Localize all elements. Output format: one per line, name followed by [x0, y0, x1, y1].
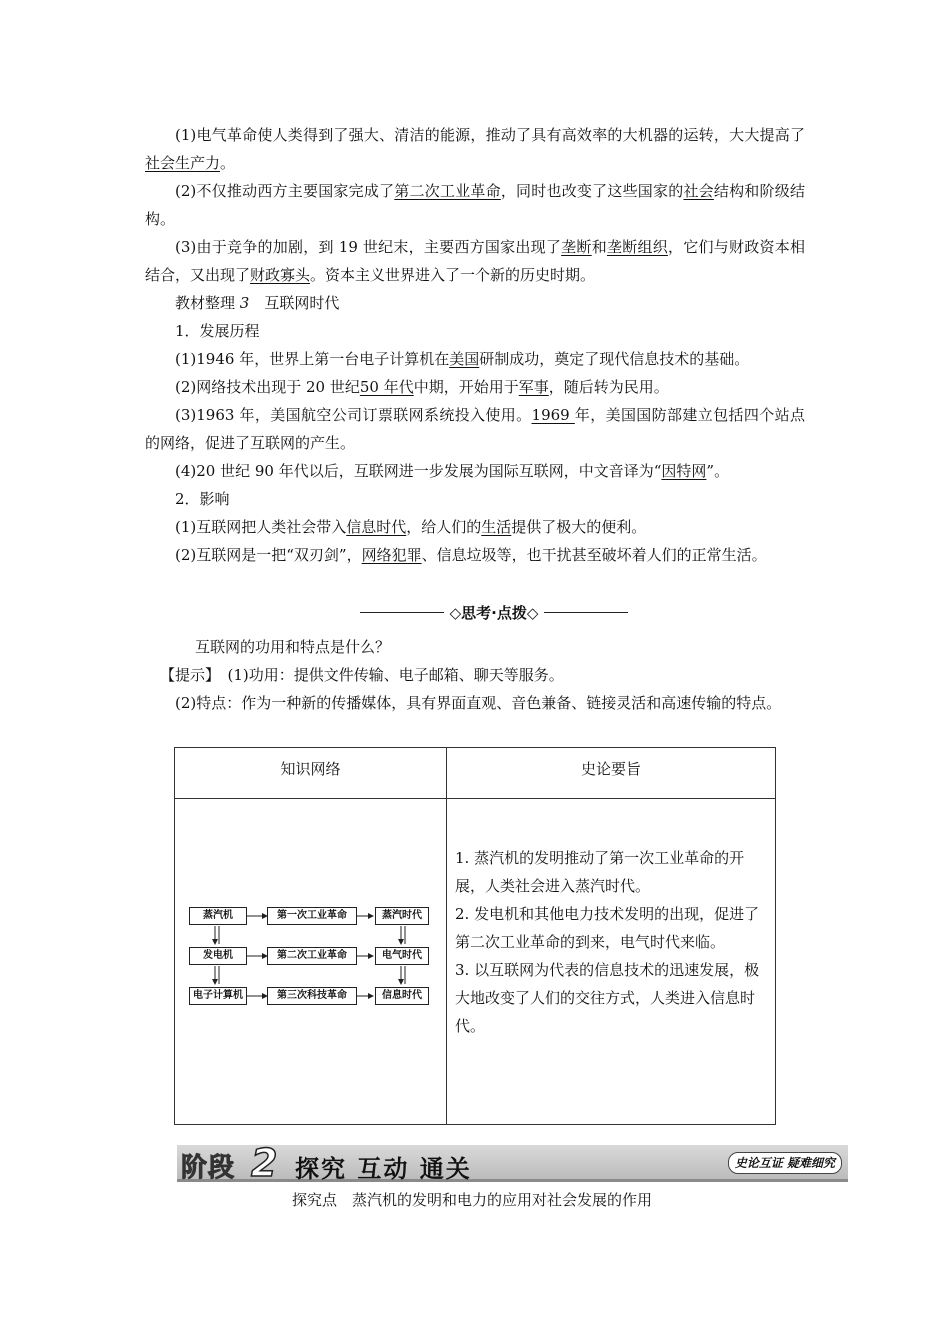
stage-banner	[177, 1141, 848, 1185]
impact-heading: 2．影响	[175, 490, 230, 508]
underlined-answer: 1969	[531, 406, 575, 424]
electric-paragraph-1	[145, 121, 805, 177]
underlined-answer: 军事	[518, 378, 549, 396]
underlined-answer: 垄断组织	[606, 238, 668, 256]
diagram-box-era: 蒸汽时代	[375, 907, 429, 925]
think-hint-2: (2)特点：作为一种新的传播媒体，具有界面直观、音色兼备、链接灵活和高速传输的特点。	[175, 694, 782, 712]
development-paragraph-2	[175, 373, 669, 401]
development-paragraph-3	[145, 401, 805, 457]
text: ，随后转为民用。	[548, 378, 669, 396]
text: 年，美国国防部建立包括四个站点的网络，促进了互联网的产生。	[145, 406, 805, 452]
text: (2)网络技术出现于 20 世纪	[175, 378, 360, 396]
banner-title: 探究 互动 通关	[295, 1154, 472, 1183]
text: (1)互联网把人类社会带入	[175, 518, 347, 536]
text: (3)1963 年，美国航空公司订票联网系统投入使用。	[175, 406, 532, 424]
underlined-answer: 社会	[683, 182, 714, 200]
hint-text: (1)功用：提供文件传输、电子邮箱、聊天等服务。	[227, 666, 564, 684]
diagram-box-era: 电气时代	[375, 947, 429, 965]
diagram-box-revolution: 第一次工业革命	[267, 907, 357, 925]
think-hint-1	[160, 661, 564, 689]
electric-paragraph-3	[145, 233, 805, 289]
text: 中期，开始用于	[413, 378, 519, 396]
underlined-answer: 生活	[481, 518, 512, 536]
think-divider-label: ◇思考·点拨◇	[449, 603, 539, 622]
banner-tag: 史论互证 疑难细究	[728, 1152, 842, 1174]
underlined-answer: 网络犯罪	[361, 546, 422, 564]
section-title: 互联网时代	[264, 294, 340, 312]
development-heading: 1．发展历程	[175, 322, 260, 340]
table-header-knowledge-network: 知识网络	[280, 760, 341, 778]
diagram-box-invention: 蒸汽机	[189, 907, 247, 925]
underlined-answer: 美国	[449, 350, 480, 368]
key-points-list	[455, 844, 767, 1040]
text: ，同时也改变了这些国家的	[500, 182, 684, 200]
divider-rule-right	[544, 612, 628, 613]
table-header-divider	[175, 798, 775, 799]
text: 。资本主义世界进入了一个新的历史时期。	[310, 266, 596, 284]
diagram-box-revolution: 第二次工业革命	[267, 947, 357, 965]
underlined-answer: 社会生产力	[145, 154, 221, 172]
key-point: 1. 蒸汽机的发明推动了第一次工业革命的开展，人类社会进入蒸汽时代。	[455, 849, 745, 895]
text: 结构和阶级结构。	[145, 182, 805, 228]
impact-paragraph-1	[175, 513, 646, 541]
explore-point-heading: 探究点 蒸汽机的发明和电力的应用对社会发展的作用	[292, 1191, 653, 1209]
section-number: 3	[239, 294, 250, 312]
text: 和	[591, 238, 607, 256]
underlined-answer: 第二次工业革命	[394, 182, 501, 200]
diagram-box-invention: 发电机	[189, 947, 247, 965]
impact-paragraph-2	[145, 541, 805, 569]
knowledge-table	[174, 747, 776, 1125]
text: 研制成功，奠定了现代信息技术的基础。	[479, 350, 750, 368]
think-question: 互联网的功用和特点是什么？	[195, 638, 391, 656]
underlined-answer: 因特网	[661, 462, 707, 480]
underlined-answer: 财政寡头	[250, 266, 311, 284]
text: ”。	[706, 462, 730, 480]
text: (1)电气革命使人类得到了强大、清洁的能源，推动了具有高效率的大机器的运转，大大提高了	[175, 126, 805, 144]
diagram-box-invention: 电子计算机	[189, 987, 247, 1005]
banner-stage-label: 阶段	[181, 1153, 236, 1183]
hint-label: 【提示】	[160, 666, 213, 684]
text: (3)由于竞争的加剧，到 19 世纪末，主要西方国家出现了	[175, 238, 562, 256]
development-paragraph-1	[175, 345, 749, 373]
underlined-answer: 垄断	[561, 238, 592, 256]
think-divider	[360, 600, 628, 624]
key-point: 2. 发电机和其他电力技术发明的出现，促进了第二次工业革命的到来，电气时代来临。	[455, 905, 760, 951]
text: 、信息垃圾等，也干扰甚至破坏着人们的正常生活。	[421, 546, 767, 564]
diagram-box-era: 信息时代	[375, 987, 429, 1005]
table-column-divider	[446, 748, 447, 1124]
underlined-answer: 信息时代	[346, 518, 407, 536]
banner-stage-number: 2	[251, 1141, 278, 1185]
knowledge-network-diagram	[187, 898, 435, 1008]
divider-rule-left	[360, 612, 444, 613]
development-paragraph-4	[175, 457, 729, 485]
table-header-key-points: 史论要旨	[580, 760, 641, 778]
text: (4)20 世纪 90 年代以后，互联网进一步发展为国际互联网，中文音译为“	[175, 462, 662, 480]
text: ，它们与财政资本相结合，又出现了	[145, 238, 805, 284]
text: 提供了极大的便利。	[511, 518, 647, 536]
text: 。	[220, 154, 236, 172]
electric-paragraph-2	[145, 177, 805, 233]
diagram-box-revolution: 第三次科技革命	[267, 987, 357, 1005]
text: ，给人们的	[406, 518, 482, 536]
text: (1)1946 年，世界上第一台电子计算机在	[175, 350, 450, 368]
text: (2)互联网是一把“双刃剑”，	[175, 546, 362, 564]
section-heading-3	[175, 289, 339, 317]
text: (2)不仅推动西方主要国家完成了	[175, 182, 395, 200]
underlined-answer: 50 年代	[359, 378, 414, 396]
key-point: 3. 以互联网为代表的信息技术的迅速发展，极大地改变了人们的交往方式，人类进入信息时代。	[455, 961, 760, 1035]
section-prefix: 教材整理	[175, 294, 236, 312]
